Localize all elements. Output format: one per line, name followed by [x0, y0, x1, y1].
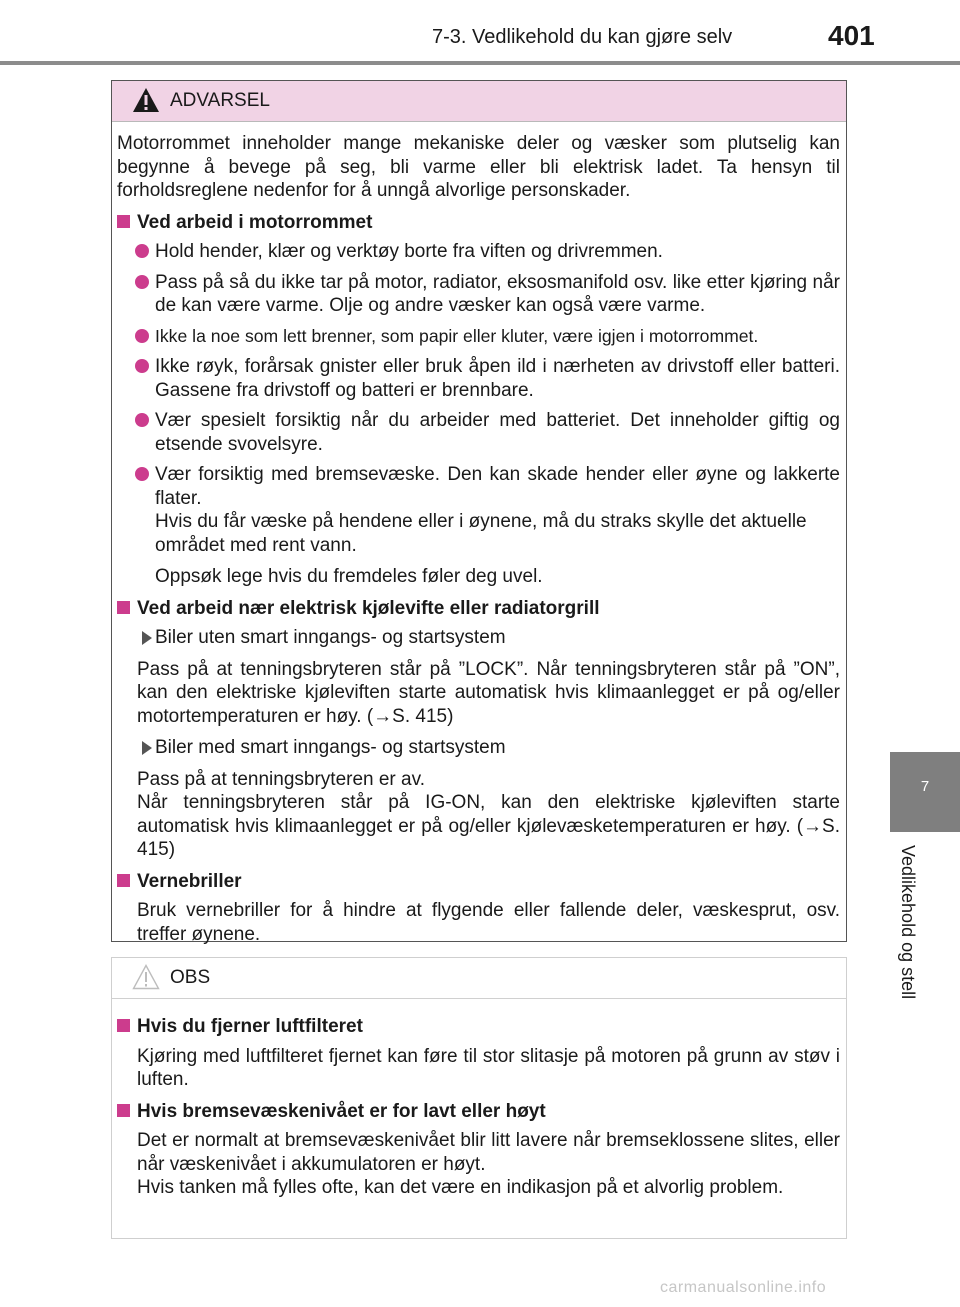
notice-box — [111, 957, 847, 1239]
list-item: Vær spesielt forsiktig når du arbeider med batteriet. Det inneholder giftig og etsende svovelsyre. — [117, 409, 840, 456]
watermark: carmanualsonline.info — [660, 1279, 827, 1296]
body-text: Pass på at tenningsbryteren står på ”LOCK”. Når tenningsbryteren står på ”ON”, kan den elektriske kjøleviften starte automatisk hvis klimaanlegget er på og/eller motortemperaturen er høy. (→S. 415) — [137, 658, 840, 727]
list-item: Pass på så du ikke tar på motor, radiator, eksosmanifold osv. like etter kjøring når de kan være varme. Olje og andre væsker kan også være varme. — [117, 271, 840, 318]
warning-header — [112, 81, 846, 122]
section-heading — [117, 211, 840, 235]
square-bullet-icon — [117, 874, 130, 887]
section-title-text: Ved arbeid i motorrommet — [137, 211, 373, 233]
round-bullet-icon — [135, 359, 149, 373]
warning-intro: Motorrommet inneholder mange mekaniske deler og væsker som plutselig kan begynne å bevege på seg, bli varme eller bli elektrisk ladet. Ta hensyn til forholdsreglene nedenfor for å unngå alvorlige personskader. — [117, 133, 840, 201]
chapter-label-text: Vedlikehold og stell — [898, 845, 918, 1000]
triangle-bullet-icon — [142, 631, 152, 645]
section-heading — [117, 870, 840, 894]
square-bullet-icon — [117, 601, 130, 614]
caution-triangle-icon — [132, 964, 160, 990]
list-item-continuation: Oppsøk lege hvis du fremdeles føler deg uvel. — [155, 566, 543, 587]
subheading: Biler uten smart inngangs- og startsystem — [117, 626, 840, 650]
square-bullet-icon — [117, 215, 130, 228]
list-item-continuation: Hvis du får væske på hendene eller i øynene, må du straks skylle det aktuelle området med rent vann. — [155, 511, 807, 556]
section-heading — [117, 1100, 840, 1124]
warning-box — [111, 80, 847, 945]
warning-label: ADVARSEL — [170, 90, 270, 111]
body-text: Pass på at tenningsbryteren er av. — [137, 768, 425, 790]
section-heading — [117, 597, 840, 621]
list-item: Ikke røyk, forårsak gnister eller bruk åpen ild i nærheten av drivstoff eller batteri. Gassene fra drivstoff og batteri er brennbare. — [117, 355, 840, 402]
section-title: 7-3. Vedlikehold du kan gjøre selv — [432, 26, 733, 48]
notice-header — [112, 958, 846, 999]
chapter-tab[interactable]: 7 — [890, 752, 960, 832]
list-item: Ikke la noe som lett brenner, som papir eller kluter, være igjen i motorrommet. — [117, 325, 840, 349]
body-text: Det er normalt at bremsevæskenivået blir litt lavere når bremseklossene slites, eller når væskenivået i akkumulatoren er høyt. — [137, 1130, 840, 1175]
section-title-text: Ved arbeid nær elektrisk kjølevifte eller radiatorgrill — [137, 597, 600, 619]
round-bullet-icon — [135, 329, 149, 343]
section-heading — [117, 1015, 840, 1039]
square-bullet-icon — [117, 1104, 130, 1117]
section-title-text: Hvis du fjerner luftfilteret — [137, 1016, 363, 1037]
round-bullet-icon — [135, 467, 149, 481]
subheading: Biler med smart inngangs- og startsystem — [117, 736, 840, 760]
section-title-text: Hvis bremsevæskenivået er for lavt eller høyt — [137, 1100, 546, 1122]
list-item: Hold hender, klær og verktøy borte fra viften og drivremmen. — [117, 240, 840, 264]
warning-content — [112, 122, 846, 946]
page-number: 401 — [828, 20, 875, 51]
square-bullet-icon — [117, 1019, 130, 1032]
header-rule — [0, 61, 960, 65]
round-bullet-icon — [135, 244, 149, 258]
round-bullet-icon — [135, 413, 149, 427]
body-text: Når tenningsbryteren står på IG-ON, kan den elektriske kjøleviften starte automatisk hvis klimaanlegget er på og/eller kjølevæsketemperaturen er høy. (→S. 415) — [137, 792, 840, 860]
body-text: Kjøring med luftfilteret fjernet kan føre til stor slitasje på motoren på grunn av støv i luften. — [137, 1045, 840, 1090]
section-title-text: Vernebriller — [137, 870, 242, 892]
body-text: Hvis tanken må fylles ofte, kan det være en indikasjon på et alvorlig problem. — [137, 1177, 784, 1198]
notice-content — [112, 999, 846, 1200]
chapter-label — [895, 845, 935, 1025]
body-text: Bruk vernebriller for å hindre at flygende eller fallende deler, væskesprut, osv. treffer øynene. — [137, 900, 840, 945]
round-bullet-icon — [135, 275, 149, 289]
triangle-bullet-icon — [142, 741, 152, 755]
warning-triangle-icon — [132, 87, 160, 113]
notice-label: OBS — [170, 967, 211, 988]
list-item: Vær forsiktig med bremsevæske. Den kan skade hender eller øyne og lakkerte flater. — [117, 463, 840, 510]
